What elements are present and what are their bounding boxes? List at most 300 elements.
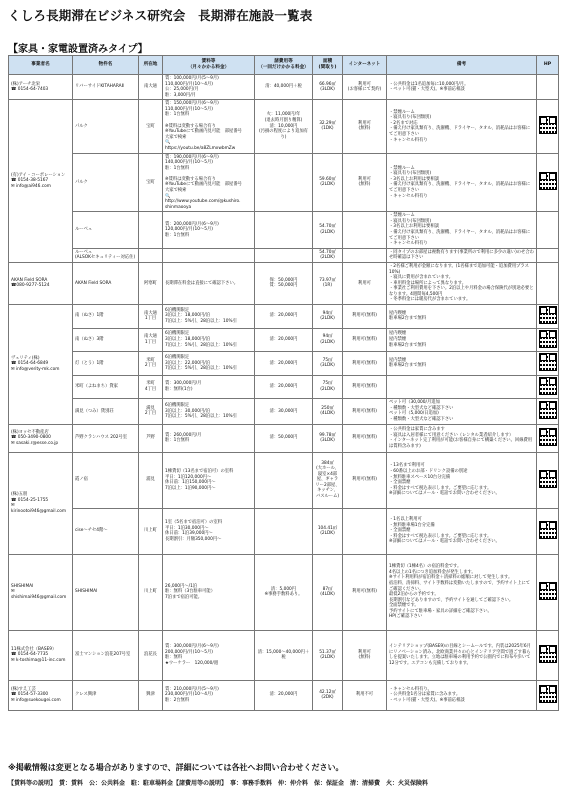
area-cell: 59.60㎡ (2LDK) [313, 153, 343, 212]
fee-line: 200,000円/月(10〜5月) [165, 649, 213, 655]
hp-cell [537, 375, 559, 399]
operator-line: (株)ヨッセ不動産店 [11, 429, 49, 435]
operator-line: ☎ 0154-38-5167 [11, 178, 49, 184]
fee-line: 休日前：1泊39,000円〜 [165, 531, 213, 537]
note-line: ・全面禁煙 [389, 528, 411, 534]
note-cell [387, 328, 537, 352]
note-line: HP(ご確認下さい [389, 614, 423, 620]
fee-line: 140,000円/月(10〜5月) [165, 160, 213, 166]
fee-line: 平日：1泊30,000円〜 [165, 525, 209, 531]
fee-line: 大家で検索 [165, 134, 187, 140]
note-line: ・2名まで対応 [389, 120, 418, 126]
note-line: ・種類数・大型犬など確認下さい [389, 417, 454, 423]
location-cell: 浪花長 [139, 630, 163, 680]
note-line: ・備え付け家具類有り、洗濯機、ドライヤー、タオル、消耗品はお客様にてご用意下さい [389, 126, 531, 137]
table-row [9, 399, 559, 424]
operator-line: ✉ kirinootoi946@gmail.com [11, 503, 67, 514]
note-line: 最低2泊からの予約です。 [389, 592, 439, 598]
internet-cell: 利用可(無料) [343, 352, 387, 376]
fee-cell [163, 375, 255, 399]
property-cell: 米町（よねまち）貸家 [73, 375, 139, 399]
fee-cell [163, 248, 255, 262]
fee-line: 1棟貸切（13名まで宿泊可）の室料 [165, 468, 234, 474]
note-cell [387, 375, 537, 399]
fee-line: 公：25,000円/月 [165, 87, 199, 93]
fee-line: 賃：150,000円/月(6〜9月) [165, 101, 219, 107]
note-line: 屋内禁煙 [389, 357, 407, 363]
fee-cell [163, 328, 255, 352]
note-line: 駐車場2台まで無料 [389, 316, 427, 322]
note-line: ・禁煙ルーム [389, 165, 415, 171]
fee-line: 賃：260,000円/月 [165, 432, 202, 438]
area-cell: 54.70㎡ (2LDK) [313, 248, 343, 262]
fee-line: 駐：1台無料 [165, 165, 190, 171]
note-line: ・公共料金は1名追加毎に10,000円/月。 [389, 81, 469, 87]
area-cell: 87㎡ (4LDK) [313, 554, 343, 630]
misc-cell [255, 212, 313, 248]
note-line: ・キャンセル料有り [389, 193, 428, 199]
location-cell: 川上町 [139, 508, 163, 554]
area-cell: 250㎡ (4LDK) [313, 399, 343, 424]
header-internet: インターネット [343, 56, 387, 75]
fee-line: ※YouTubeにて動画内見可能 部屋番号 [165, 129, 242, 135]
note-line: ・キャンセル料有り。 [389, 686, 432, 692]
note-line: ・無料駐車スペース10台分完備 [389, 474, 451, 480]
fee-line: 7泊まで宿泊可能。 [165, 594, 203, 600]
area-cell: 75㎡ (3LDK) [313, 352, 343, 376]
internet-cell: 利用可(無料) [343, 304, 387, 328]
operator-cell [9, 554, 73, 630]
operator-line: ✉ info@ai946.com [11, 183, 51, 189]
note-line: 長期割引などありますので、予約サイトを通してご確認下さい。 [389, 597, 514, 603]
qr-code-icon[interactable] [539, 401, 557, 419]
note-line: ・禁煙ルーム [389, 109, 415, 115]
note-line: ・3名以上お利用は要相談 [389, 224, 439, 230]
location-cell: 南大通 [139, 75, 163, 100]
note-line: ・備え付け家具類有り、洗濯機、ドライヤー、タオル、消耗品はお客様にてご用意下さい [389, 230, 531, 241]
note-line: ・車用料金は場所によって異なります。 [389, 280, 466, 286]
qr-code-icon[interactable] [539, 521, 557, 539]
table-row [9, 424, 559, 452]
note-line: ・無料駐車場1台分完備 [389, 522, 435, 528]
property-cell: SHISHIMAI [73, 554, 139, 630]
note-line: ※サイト利用料が宿泊料金＋清掃料の総額に対して発生します。 [389, 575, 513, 581]
note-line: 駐車場2台まで無料 [389, 342, 427, 348]
note-line: ・寝具有り(布団類別) [389, 115, 432, 121]
note-line: ※詳細についてはメール・電話でお問い合わせください。 [389, 491, 500, 497]
internet-cell: 利用可 [343, 262, 387, 304]
section-heading: 【家具・家電設置済みタイプ】 [8, 44, 148, 55]
table-row [9, 328, 559, 352]
internet-cell: 利用可(無料) [343, 424, 387, 452]
fee-cell [163, 399, 255, 424]
fee-line: 🔍 [165, 140, 171, 146]
area-cell: 54.70㎡ (2LDK) [313, 212, 343, 248]
operator-line: ☎ 050-3490-0800 [11, 435, 51, 441]
operator-line: ✉ shishimai946@gmail.com [11, 589, 67, 600]
internet-cell: 利用可 (無料) [343, 100, 387, 153]
fee-line: 26,000円〜/1泊 [165, 583, 198, 589]
note-cell [387, 399, 537, 424]
footer-legend: 【賃料等の説明】 賃：賃料 公：公共料金 駐：駐車場料金【諸費用等の説明】 事：事務手数料 仲：仲介料 保：保証金 清：清掃費 火：火災保険料 [8, 780, 429, 787]
fee-line: ※賃料は変動する場合有り [165, 123, 216, 129]
fee-line: 賃：300,000円/月 [165, 381, 202, 387]
location-cell: 阿寒町 [139, 262, 163, 304]
fee-line: 長期割引：月額350,000円〜 [165, 536, 222, 542]
area-cell: 94㎡ (2LDK) [313, 304, 343, 328]
fee-line: 駐：2台無料 [165, 697, 190, 703]
note-line: ・公共料金は家賃に含みます [389, 426, 445, 432]
operator-line: ✉ info@suekougei.com [11, 697, 61, 703]
property-cell: リバーサイドKITAHARAⅡ [73, 75, 139, 100]
hp-cell [537, 554, 559, 630]
location-cell: 米町 2丁目 [139, 352, 163, 376]
note-line: ・1名以上利用可 [389, 517, 422, 523]
area-cell: 94㎡ (2LDK) [313, 328, 343, 352]
property-cell: パルク [73, 153, 139, 212]
note-line: ・禁煙ルーム [389, 213, 415, 219]
note-line: ・寝具有り(布団類別) [389, 218, 432, 224]
fee-cell [163, 304, 255, 328]
operator-line: (株)アーチ北栄 [11, 81, 41, 87]
area-cell: 51.37㎡ (2LDK) [313, 630, 343, 680]
fee-cell [163, 680, 255, 710]
note-line: ・公共料金1名分は家賃に含みます。 [389, 692, 461, 698]
table-row [9, 680, 559, 710]
note-line: ペット可（5,000/日追加) [389, 411, 439, 417]
facility-table [8, 55, 559, 711]
internet-cell: 利用不可 [343, 680, 387, 710]
misc-cell: 清：20,000円 [255, 680, 313, 710]
fee-line: 駐：3,000円/月 [165, 92, 196, 98]
operator-line: ✉ k-toshima@11-inc.com [11, 657, 66, 663]
operator-cell [9, 424, 73, 452]
qr-code-icon[interactable] [539, 685, 557, 703]
table-header-row [9, 56, 559, 75]
note-line: 駐車場2台まで無料 [389, 363, 427, 369]
qr-code-icon[interactable] [539, 116, 557, 134]
qr-code-icon[interactable] [539, 172, 557, 190]
fee-line: 休日前：1泊150,000円〜 [165, 480, 216, 486]
note-line: ・事業社ご利用費用を下さい。2泊以上や月料金の場合保険代が別途必要となります。4週間毎4,500円 [389, 286, 534, 297]
internet-cell [343, 508, 387, 554]
fee-line: 6泊機関限定 [165, 355, 190, 361]
header-fee: 賃料等 （月々かかる料金） [163, 56, 255, 75]
misc-cell: 清：30,000円 [255, 399, 313, 424]
note-line: 4名以上の1名につき追加料金が発生します。 [389, 569, 476, 575]
area-cell: 73.97㎡ (1R) [313, 262, 343, 304]
fee-line: 3泊以上：18,000円/泊 [165, 313, 210, 319]
header-operator: 事業者名 [9, 56, 73, 75]
note-line: ・料金はすべて税込表示します。ご要望に応じます。 [389, 485, 492, 491]
location-cell: 川上町 [139, 554, 163, 630]
fee-cell [163, 452, 255, 508]
fee-cell [163, 630, 255, 680]
internet-cell [343, 212, 387, 248]
qr-code-icon[interactable] [539, 377, 557, 395]
qr-code-icon[interactable] [539, 470, 557, 488]
misc-cell: 清：50,000円 [255, 424, 313, 452]
hp-cell [537, 304, 559, 328]
header-location: 所在地 [139, 56, 163, 75]
fee-line: 110,000円/月(10〜4月) [165, 81, 213, 87]
internet-cell: 利用可(無料) [343, 399, 387, 424]
hp-cell [537, 75, 559, 100]
hp-cell [537, 153, 559, 212]
fee-line: 賃：100,000円/月(5〜9月) [165, 76, 219, 81]
operator-line: ☎080-9277-5124 [11, 283, 50, 289]
internet-cell: 利用可 (無料) [343, 630, 387, 680]
location-cell: 芦野 [139, 424, 163, 452]
misc-cell: 火：11,000円/年 (退去時月割り精算) 清：10,000円 (汚損の程度により追加有り) [255, 100, 313, 153]
internet-cell: 利用可(無料) [343, 554, 387, 630]
operator-line: (株)五朋 [11, 491, 28, 497]
note-line: ・キャンセル料有り [389, 137, 428, 143]
header-area: 面積 (間取り) [313, 56, 343, 75]
hp-cell [537, 262, 559, 304]
misc-cell: 保：50,000円 賃：50,000円 [255, 262, 313, 304]
table-row [9, 304, 559, 328]
location-cell: 満見 2丁目 [139, 399, 163, 424]
misc-cell: 清：40,000円＋税 [255, 75, 313, 100]
table-row [9, 212, 559, 248]
property-cell: 灯（とう）1階 [73, 352, 139, 376]
table-row [9, 508, 559, 554]
property-cell: 霞ノ宿 [73, 452, 139, 508]
operator-line: AKAN Field SORA [11, 277, 48, 283]
property-cell: 南（ぬさ）3階 [73, 328, 139, 352]
misc-cell: 清：15,000〜40,000円＋税 [255, 630, 313, 680]
operator-line: ☎ 0154-64-6849 [11, 361, 49, 367]
fee-line: 1室（5名まで宿泊可）の室料 [165, 519, 223, 525]
misc-cell [255, 248, 313, 262]
fee-line: 駐：1台無料 [165, 112, 190, 118]
note-line: ・全面禁煙 [389, 480, 411, 486]
hp-cell [537, 424, 559, 452]
table-body [9, 75, 559, 711]
operator-line: ☎ 0154-57-3300 [11, 692, 49, 698]
fee-line: 駐：無料(1台) [165, 386, 193, 392]
property-cell: クレス興津 [73, 680, 139, 710]
area-cell: 384㎡ (大ホール、寝室×4部屋、ギャラリー2部屋、キッチン、バスルーム) [313, 452, 343, 508]
qr-code-icon[interactable] [539, 428, 557, 446]
location-cell: 浦見 [139, 452, 163, 508]
location-cell [139, 248, 163, 262]
fee-line: 120,000円/月(10〜5月) [165, 227, 213, 233]
fee-line: 🔍 [165, 193, 171, 199]
note-line: ・料金はすべて税込表示します。ご要望に応じます。 [389, 533, 492, 539]
internet-cell: 利用可(無料) [343, 375, 387, 399]
misc-cell: 清：20,000円 [255, 375, 313, 399]
fee-line: 110,000円/月(10〜5月) [165, 106, 213, 112]
fee-cell [163, 424, 255, 452]
fee-line: 駐：1台無料 [165, 438, 190, 444]
operator-line: ☎ 0154-64-7735 [11, 652, 49, 658]
fee-cell [163, 508, 255, 554]
note-line: ・3名以上お利用は要相談 [389, 176, 439, 182]
fee-line: 6泊機関限定 [165, 307, 190, 313]
fee-line: ★ウーケラー 120,000/週 [165, 660, 219, 666]
fee-line: 駐：1台無料 [165, 232, 190, 238]
qr-code-icon[interactable] [539, 330, 557, 348]
note-line: ・寝具は入居者様にて用意ください（レンタル業者紹介します） [389, 432, 514, 438]
internet-cell: 利用可(無料) [343, 328, 387, 352]
note-line: ・同タイプのお部屋は複数有ります(事業所ので利用に多少の違い)のせ合わせ時確認は下さい [389, 249, 534, 261]
fee-cell [163, 262, 255, 304]
location-cell: 宝町 [139, 153, 163, 212]
note-cell [387, 212, 537, 248]
fee-cell [163, 352, 255, 376]
fee-line: 長期滞在料金は直接にて確認下さい。 [165, 280, 239, 286]
fee-line: 7泊以上：5%引、28泊以上：10%引 [165, 319, 237, 325]
table-row [9, 375, 559, 399]
internet-cell: 利用可 (無料) [343, 153, 387, 212]
fee-line: https://youtu.be/a8ZLmxwbmZw [165, 145, 236, 151]
note-line: ・60番以上のお部・ドリンク設備の別途 [389, 468, 468, 474]
note-cell [387, 304, 537, 328]
note-line: ペット可（30,000/月追加 [389, 400, 440, 406]
property-cell: cise〜チセ4階〜 [73, 508, 139, 554]
note-line: ・2名様ご利用が金額になります。(1名様まで追加可能・追加費用プラス10%) [389, 263, 529, 275]
operator-cell [9, 75, 73, 100]
misc-cell [255, 508, 313, 554]
area-cell: 104.41㎡ (2LDK) [313, 508, 343, 554]
location-cell: 米町 4丁目 [139, 375, 163, 399]
area-cell: 75㎡ (2LDK) [313, 375, 343, 399]
table-row [9, 452, 559, 508]
note-line: ※詳細についてはメール・電話でお問い合わせください。 [389, 539, 500, 545]
property-cell: ルーベェ [73, 212, 139, 248]
table-row [9, 100, 559, 153]
fee-line: ※賃料は変動する場合有り [165, 176, 216, 182]
fee-cell [163, 153, 255, 212]
note-line: ・キャンセル料有り [389, 241, 428, 247]
note-line: 屋内禁煙 [389, 337, 407, 343]
fee-line: 賃：190,000円/月(6〜9月) [165, 154, 219, 160]
fee-line: 駐：無料 [165, 655, 183, 661]
note-line: ・冬季料金には暖房代が含まれています。 [389, 297, 471, 303]
operator-cell [9, 630, 73, 680]
fee-cell [163, 100, 255, 153]
note-cell [387, 680, 537, 710]
table-row [9, 75, 559, 100]
note-cell [387, 75, 537, 100]
table-row [9, 262, 559, 304]
fee-line: 賃：200,000円/月(6〜9月) [165, 221, 219, 227]
table-row [9, 352, 559, 376]
operator-line: ✉ sasaki.r@esse.co.jp [11, 440, 59, 446]
fee-line: 大家で検索 [165, 187, 187, 193]
note-line: ・寝具有り(布団類別) [389, 171, 432, 177]
property-cell: 芦野クランハウス 202号室 [73, 424, 139, 452]
location-cell: 宝町 [139, 100, 163, 153]
fee-line: 駐：無料（3台駐車可能） [165, 589, 215, 595]
operator-line: ヴェリティ(株) [11, 355, 40, 361]
note-cell [387, 630, 537, 680]
operator-line: ☎ 0154-64-7403 [11, 87, 49, 93]
operator-cell [9, 100, 73, 263]
area-cell: 99.78㎡ (3LDK) [313, 424, 343, 452]
table-row [9, 554, 559, 630]
fee-line: 6泊機関限定 [165, 331, 190, 337]
note-cell [387, 153, 537, 212]
table-row [9, 248, 559, 262]
fee-line: shinmaooya [165, 204, 192, 210]
note-cell [387, 508, 537, 554]
fee-line: 7泊以上：5%引、28泊以上：10%引 [165, 342, 237, 348]
misc-cell [255, 153, 313, 212]
property-cell: 満見（つみ）貸別荘 [73, 399, 139, 424]
note-cell [387, 554, 537, 630]
property-cell: パルク [73, 100, 139, 153]
qr-code-icon[interactable] [539, 645, 557, 663]
operator-line: (株)すえ工芸 [11, 686, 36, 692]
hp-cell [537, 508, 559, 554]
fee-line: 平日：1泊120,000円〜 [165, 474, 212, 480]
hp-cell [537, 399, 559, 424]
note-line: 屋内喫煙 [389, 331, 407, 337]
fee-line: 6泊機関限定 [165, 403, 190, 409]
fee-cell [163, 75, 255, 100]
qr-code-icon[interactable] [539, 582, 557, 600]
operator-cell [9, 452, 73, 554]
hp-cell [537, 452, 559, 508]
property-cell: 富士マンション浪花207号室 [73, 630, 139, 680]
property-cell: ルーベェ (ALSOKセキュリティー対応住) [73, 248, 139, 262]
header-hp: HP [537, 56, 559, 75]
operator-cell [9, 262, 73, 304]
note-line: ・ペット可(猫・大型犬)。※事前応相談 [389, 697, 465, 703]
fee-line: 3泊以上：22,000円/泊 [165, 360, 210, 366]
note-line: ・ペット可(猫・大型犬)。※事前応相談 [389, 87, 465, 93]
fee-line: 7泊以上：5%引、28泊以上：10%引 [165, 414, 237, 420]
note-cell [387, 424, 537, 452]
location-cell: 南大通 1丁目 [139, 328, 163, 352]
note-line: ・種類数・大型犬など確認下さい [389, 405, 454, 411]
note-cell [387, 262, 537, 304]
qr-code-icon[interactable] [539, 353, 557, 371]
fee-cell [163, 554, 255, 630]
fee-line: ※YouTubeにて動画内見可能 部屋番号 [165, 182, 242, 188]
hp-cell [537, 352, 559, 376]
operator-line: ☎ 0154-25-1755 [11, 497, 49, 503]
fee-line: http://www.youtube.com/@kushiro. [165, 199, 241, 205]
note-line: インテリアショップ(BASE9)の目線とシームールです。内装は2025年6月にリノベーション済み。北欧商業共々の心とインテリア空間で過ごす暮らしを提案いたします。立地は駐車場の利用予約で公園内でに和布や歩いて12分です。エアコンも完備しております。 [389, 643, 531, 666]
note-cell [387, 452, 537, 508]
note-line: ・インターネット完了利用が可能(お客様自身にて構築ください。回線費用は賃料含みます) [389, 438, 533, 449]
operator-cell [9, 680, 73, 710]
hp-cell [537, 680, 559, 710]
property-cell: 南（ぬさ）1階 [73, 304, 139, 328]
area-cell: 32.29㎡ (1DK) [313, 100, 343, 153]
fee-line: 230,000円/月(10〜4月) [165, 692, 213, 698]
hp-cell [537, 328, 559, 352]
fee-line: 7泊以上：5%引、28泊以上：10%引 [165, 366, 237, 372]
header-misc: 諸費用等 （一回だけかかる料金） [255, 56, 313, 75]
note-line: 全面禁煙です。 [389, 603, 419, 609]
location-cell [139, 212, 163, 248]
note-line: ・13名まで利用可 [389, 463, 425, 469]
area-cell: 66.96㎡ (3LDK) [313, 75, 343, 100]
table-row [9, 153, 559, 212]
internet-cell [343, 248, 387, 262]
qr-code-icon[interactable] [539, 306, 557, 324]
fee-cell [163, 212, 255, 248]
area-cell: 42.12㎡ (2DK) [313, 680, 343, 710]
hp-cell [537, 630, 559, 680]
fee-line: 3泊以上：18,000円/泊 [165, 337, 210, 343]
operator-cell [9, 304, 73, 424]
